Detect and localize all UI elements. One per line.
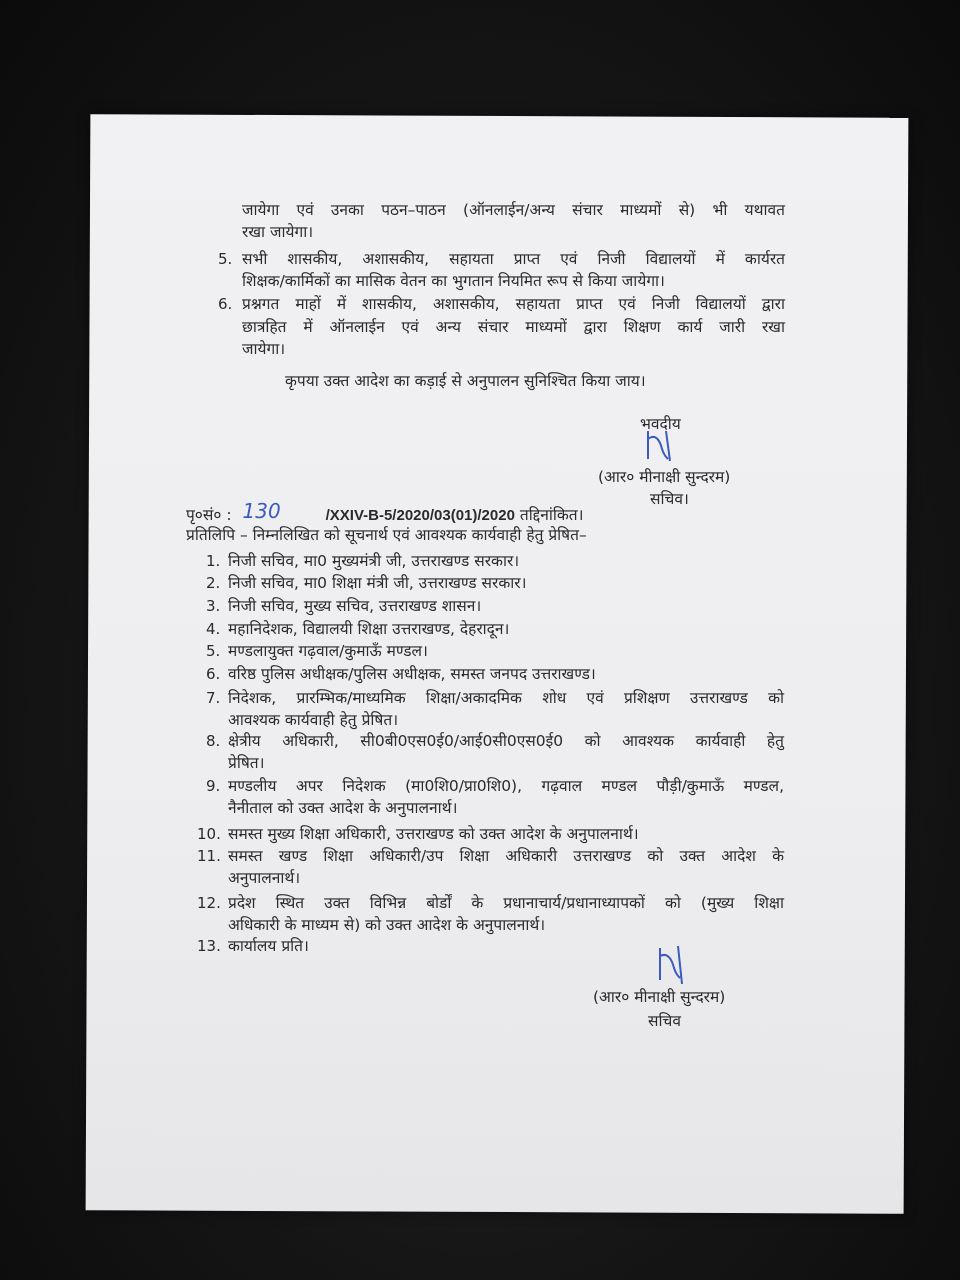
closing: भवदीय <box>640 415 681 433</box>
recipient-number: 9. <box>206 777 221 795</box>
point-line: जायेगा। <box>242 340 286 358</box>
signatory-designation: सचिव <box>648 1012 681 1030</box>
point-line: शिक्षक/कार्मिकों का मासिक वेतन का भुगतान नियमित रूप से किया जायेगा। <box>242 272 665 290</box>
recipient-number: 12. <box>197 894 221 912</box>
recipient-line: निदेशक, प्रारम्भिक/माध्यमिक शिक्षा/अकादमिक शोध एवं प्रशिक्षण उत्तराखण्ड को <box>228 689 784 707</box>
recipient-line: नैनीताल को उक्त आदेश के अनुपालनार्थ। <box>228 799 458 817</box>
recipient-line: कार्यालय प्रति। <box>228 937 309 955</box>
recipient-line: समस्त खण्ड शिक्षा अधिकारी/उप शिक्षा अधिकारी उत्तराखण्ड को उक्त आदेश के <box>228 847 784 865</box>
point-number: 6. <box>218 295 233 313</box>
point-line: प्रश्नगत माहों में शासकीय, अशासकीय, सहायता प्राप्त एवं निजी विद्यालयों द्वारा <box>242 295 785 313</box>
recipient-number: 10. <box>197 825 221 843</box>
recipient-number: 4. <box>206 620 221 638</box>
recipient-line: निजी सचिव, मा0 मुख्यमंत्री जी, उत्तराखण्ड सरकार। <box>228 552 520 570</box>
point-line: सभी शासकीय, अशासकीय, सहायता प्राप्त एवं निजी विद्यालयों में कार्यरत <box>242 250 785 268</box>
recipient-line: निजी सचिव, मा0 शिक्षा मंत्री जी, उत्तराखण्ड सरकार। <box>228 574 527 592</box>
signature <box>640 425 680 467</box>
recipient-number: 3. <box>206 597 221 615</box>
recipient-line: प्रेषित। <box>228 754 265 772</box>
reference-label: पृ०सं० : <box>186 506 232 524</box>
reference-suffix: तद्दिनांकित। <box>519 506 584 524</box>
recipient-number: 1. <box>206 552 221 570</box>
reference-code: /XXIV-B-5/2020/03(01)/2020 <box>325 507 515 524</box>
signatory-name: (आर० मीनाक्षी सुन्दरम) <box>598 468 731 486</box>
continuation-line: रखा जायेगा। <box>242 223 314 241</box>
signatory-name: (आर० मीनाक्षी सुन्दरम) <box>593 988 726 1006</box>
point-number: 5. <box>218 250 233 268</box>
recipient-number: 6. <box>206 665 221 683</box>
recipient-number: 2. <box>206 574 221 592</box>
recipient-line: निजी सचिव, मुख्य सचिव, उत्तराखण्ड शासन। <box>228 597 482 615</box>
recipient-number: 11. <box>197 847 221 865</box>
recipient-line: आवश्यक कार्यवाही हेतु प्रेषित। <box>228 711 399 729</box>
copy-heading: प्रतिलिपि – निम्नलिखित को सूचनार्थ एवं आवश्यक कार्यवाही हेतु प्रेषित– <box>186 526 587 544</box>
recipient-line: प्रदेश स्थित उक्त विभिन्न बोर्डों के प्रधानाचार्य/प्रधानाध्यापकों को (मुख्य शिक्षा <box>228 894 784 912</box>
recipient-line: समस्त मुख्य शिक्षा अधिकारी, उत्तराखण्ड को उक्त आदेश के अनुपालनार्थ। <box>228 825 639 843</box>
point-line: छात्रहित में ऑनलाईन एवं अन्य संचार माध्यमों द्वारा शिक्षण कार्य जारी रखा <box>242 318 785 336</box>
recipient-line: वरिष्ठ पुलिस अधीक्षक/पुलिस अधीक्षक, समस्त जनपद उत्तराखण्ड। <box>228 665 596 683</box>
signatory-designation: सचिव। <box>650 490 689 508</box>
reference-line <box>186 499 584 526</box>
recipient-number: 7. <box>206 689 221 707</box>
reference-number: 130 <box>242 499 281 523</box>
signature <box>650 942 690 990</box>
recipient-line: मण्डलायुक्त गढ़वाल/कुमाऊँ मण्डल। <box>228 642 428 660</box>
recipient-line: अधिकारी के माध्यम से) को उक्त आदेश के अनुपालनार्थ। <box>228 916 546 934</box>
recipient-line: महानिदेशक, विद्यालयी शिक्षा उत्तराखण्ड, देहरादून। <box>228 620 510 638</box>
recipient-number: 13. <box>197 937 221 955</box>
recipient-number: 5. <box>206 642 221 660</box>
recipient-number: 8. <box>206 732 221 750</box>
recipient-line: अनुपालनार्थ। <box>228 869 301 887</box>
continuation-line: जायेगा एवं उनका पठन–पाठन (ऑनलाईन/अन्य संचार माध्यमों से) भी यथावत <box>242 201 785 219</box>
recipient-line: क्षेत्रीय अधिकारी, सी0बी0एस0ई0/आई0सी0एस0ई0 को आवश्यक कार्यवाही हेतु <box>228 732 784 750</box>
recipient-line: मण्डलीय अपर निदेशक (मा0शि0/प्रा0शि0), गढ़वाल मण्डल पौड़ी/कुमाऊँ मण्डल, <box>228 777 784 795</box>
request-line: कृपया उक्त आदेश का कड़ाई से अनुपालन सुनिश्चित किया जाय। <box>285 372 646 390</box>
